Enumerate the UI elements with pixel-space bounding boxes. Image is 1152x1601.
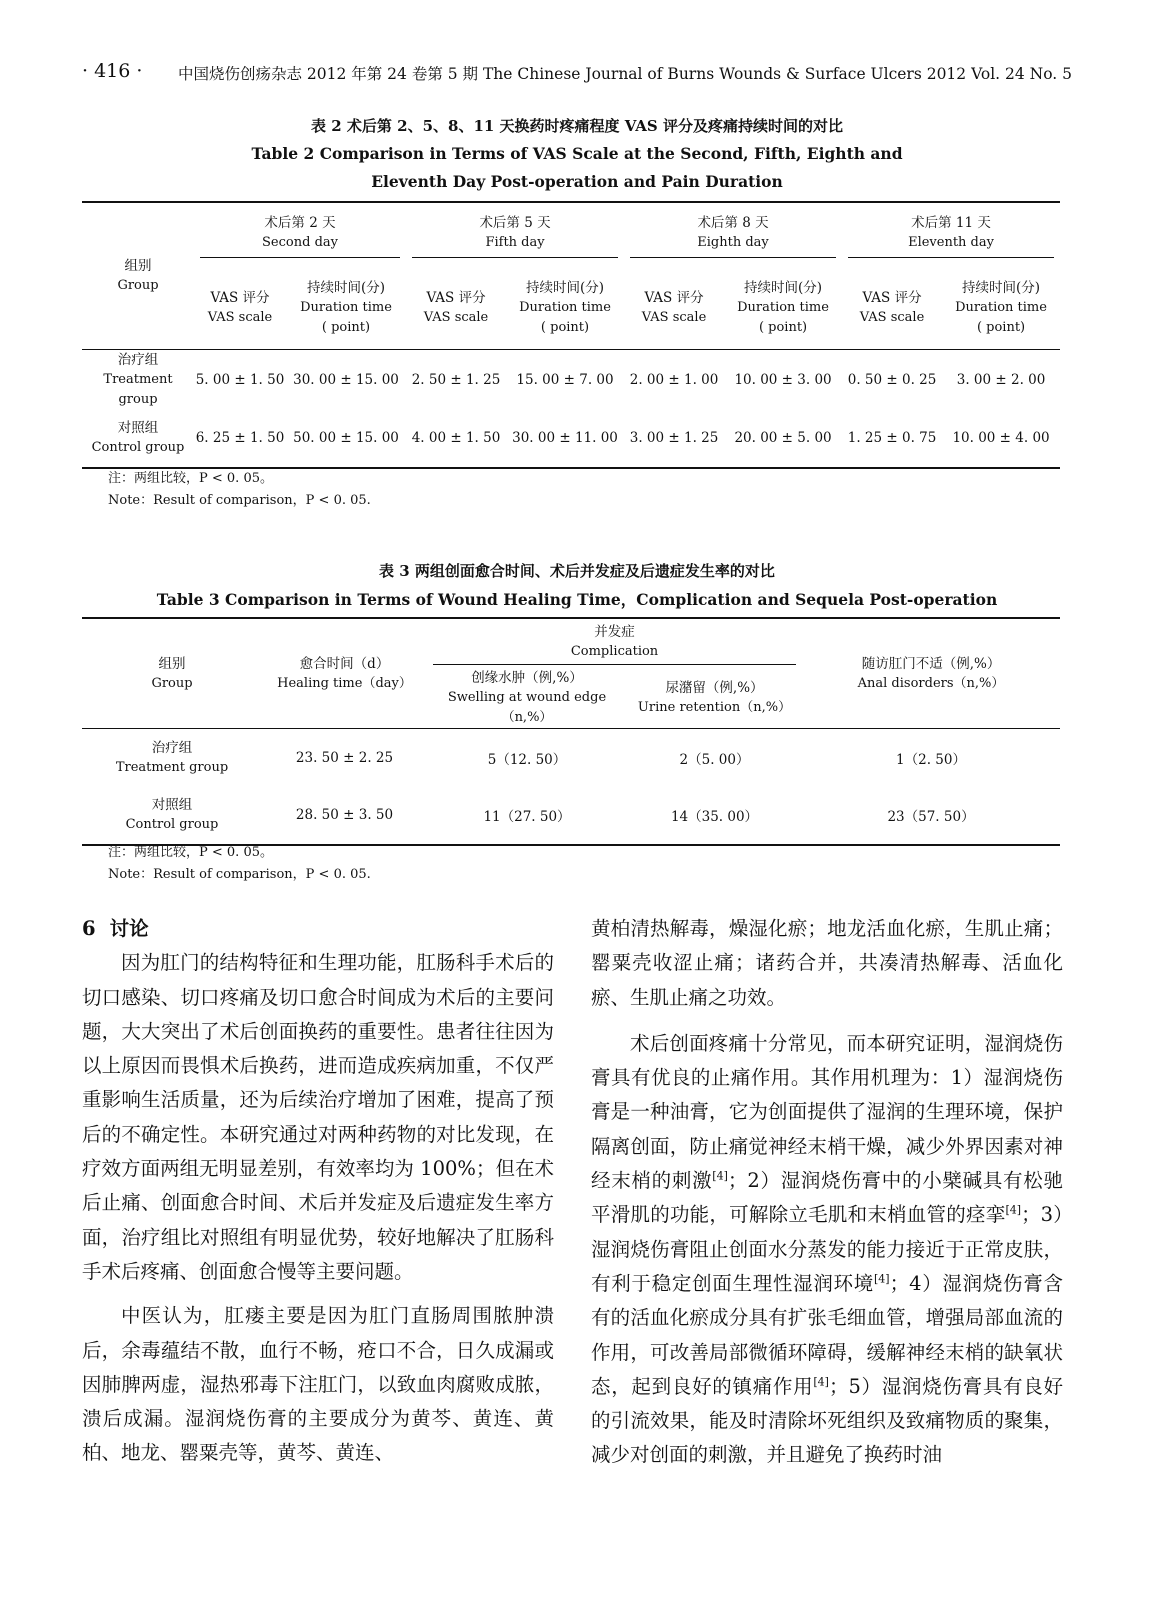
table2-day-header: 术后第 2 天 Second day	[194, 202, 406, 267]
table2-note-cn: 注：两组比较，P < 0. 05。	[108, 471, 273, 486]
table-cell: 5. 00 ± 1. 50	[195, 371, 285, 388]
table2-vas-header: VAS 评分 VAS scale	[423, 289, 489, 325]
table-row	[82, 787, 1060, 845]
table2-caption-cn: 表 2 术后第 2、5、8、11 天换药时疼痛程度 VAS 评分及疼痛持续时间的对比	[311, 117, 843, 135]
table3-anal-header: 随访肛门不适（例,%） Anal disorders（n,%）	[802, 618, 1060, 729]
table3	[82, 617, 1060, 846]
table-cell: 30. 00 ± 11. 00	[512, 430, 618, 446]
table-cell: 0. 50 ± 0. 25	[847, 371, 937, 388]
table2-vas-header: VAS 评分 VAS scale	[641, 289, 707, 325]
table3-complication-header: 并发症 Complication	[427, 618, 802, 668]
running-header	[82, 60, 1072, 86]
table2-duration-header: 持续时间(分) Duration time ( point)	[300, 279, 392, 335]
table3-healing-header: 愈合时间（d） Healing time（day）	[262, 618, 427, 729]
table2-day-header: 术后第 8 天 Eighth day	[624, 202, 842, 267]
paragraph: 因为肛门的结构特征和生理功能，肛肠科手术后的切口感染、切口疼痛及切口愈合时间成为术后的主要问题，大大突出了术后创面换药的重要性。患者往往因为以上原因而畏惧术后换药，进而造成疾病加重，不仅严重影响生活质量，还为后续治疗增加了困难，提高了预后的不确定性。本研究通过对两种药物的对比发现，在疗效方面两组无明显差别，有效率均为 100%；但在术后止痛、创面愈合时间、术后并发症及后遗症发生率方面，治疗组比对照组有明显优势，较好地解决了肛肠科手术后疼痛、创面愈合慢等主要问题。	[82, 951, 554, 1283]
table2	[82, 201, 1060, 469]
body-right-column	[591, 912, 1063, 1473]
citation: [4]	[813, 1375, 829, 1389]
table-cell: 20. 00 ± 5. 00	[734, 430, 832, 446]
table-cell: 14（35. 00）	[670, 809, 759, 825]
row-label: 治疗组 Treatment group	[115, 739, 229, 775]
table3-caption-en: Table 3 Comparison in Terms of Wound Healing Time，Complication and Sequela Post-operation	[156, 590, 998, 609]
table-cell: 10. 00 ± 3. 00	[734, 371, 832, 388]
paragraph: 中医认为，肛瘘主要是因为肛门直肠周围脓肿溃后，余毒蕴结不散，血行不畅，疮口不合，日久成漏或因肺脾两虚，湿热邪毒下注肛门，以致血肉腐败成脓，溃后成漏。湿润烧伤膏的主要成分为黄芩、黄连、黄柏、地龙、罂粟壳等，黄芩、黄连、	[82, 1304, 554, 1465]
table-cell: 2. 00 ± 1. 00	[629, 371, 719, 388]
table2-duration-header: 持续时间(分) Duration time ( point)	[955, 279, 1047, 335]
table-cell: 1（2. 50）	[896, 751, 966, 768]
table-cell: 23. 50 ± 2. 25	[295, 749, 394, 766]
paragraph: 黄柏清热解毒，燥湿化瘀；地龙活血化瘀，生肌止痛；罂粟壳收涩止痛；诸药合并，共凑清热解毒、活血化瘀、生肌止痛之功效。	[591, 917, 1063, 1009]
table2-caption-en-line1: Table 2 Comparison in Terms of VAS Scale at the Second, Fifth, Eighth and	[251, 144, 903, 163]
table2-duration-header: 持续时间(分) Duration time ( point)	[519, 279, 611, 335]
table-cell: 10. 00 ± 4. 00	[952, 430, 1050, 446]
table-row	[82, 729, 1060, 787]
page-number: · 416 ·	[82, 60, 143, 82]
table2-note-en: Note：Result of comparison，P < 0. 05.	[108, 493, 371, 508]
section-heading: 6 讨论	[82, 917, 149, 940]
table2-caption-en-line2: Eleventh Day Post-operation and Pain Duration	[371, 172, 783, 191]
citation: [4]	[712, 1169, 728, 1183]
table-cell: 2（5. 00）	[679, 751, 750, 768]
table-cell: 3. 00 ± 2. 00	[956, 371, 1046, 388]
table-row	[82, 349, 1060, 410]
citation: [4]	[1005, 1203, 1022, 1217]
table3-caption-cn: 表 3 两组创面愈合时间、术后并发症及后遗症发生率的对比	[379, 562, 775, 580]
table-cell: 23（57. 50）	[887, 809, 975, 825]
table-cell: 2. 50 ± 1. 25	[411, 371, 501, 388]
table2-vas-header: VAS 评分 VAS scale	[207, 289, 273, 325]
row-label: 对照组 Control group	[125, 797, 219, 832]
citation: [4]	[873, 1272, 890, 1286]
table-cell: 4. 00 ± 1. 50	[411, 430, 501, 446]
table2-day-header: 术后第 11 天 Eleventh day	[842, 202, 1060, 267]
table-cell: 30. 00 ± 15. 00	[293, 371, 399, 388]
table-cell: 28. 50 ± 3. 50	[295, 807, 394, 823]
table2-vas-header: VAS 评分 VAS scale	[859, 289, 925, 325]
paragraph: 术后创面疼痛十分常见，而本研究证明，湿润烧伤膏具有优良的止痛作用。其作用机理为：1）湿润烧伤膏是一种油膏，它为创面提供了湿润的生理环境，保护隔离创面，防止痛觉神经末梢干燥，减少外界因素对神经末梢的刺激[4]；2）湿润烧伤膏中的小檗碱具有松驰平滑肌的功能，可解除立毛肌和末梢血管的痉挛[4]；3）湿润烧伤膏阻止创面水分蒸发的能力接近于正常皮肤，有利于稳定创面生理性湿润环境[4]；4）湿润烧伤膏含有的活血化瘀成分具有扩张毛细血管，增强局部血流的作用，可改善局部微循环障碍，缓解神经末梢的缺氧状态，起到良好的镇痛作用[4]；5）湿润烧伤膏具有良好的引流效果，能及时清除坏死组织及致痛物质的聚集，减少对创面的刺激，并且避免了换药时油	[591, 1031, 1063, 1467]
table-cell: 11（27. 50）	[483, 809, 571, 825]
row-label: 治疗组 Treatment group	[103, 351, 173, 407]
table3-urine-header: 尿潴留（例,%） Urine retention（n,%）	[637, 680, 792, 715]
body-left-column	[82, 912, 554, 1471]
table-cell: 6. 25 ± 1. 50	[195, 430, 285, 446]
table2-day-header: 术后第 5 天 Fifth day	[406, 202, 624, 267]
table3-swelling-header: 创缘水肿（例,%） Swelling at wound edge（n,%）	[447, 670, 607, 725]
table-cell: 5（12. 50）	[487, 751, 567, 768]
table-cell: 50. 00 ± 15. 00	[293, 430, 399, 446]
table3-note-en: Note：Result of comparison，P < 0. 05.	[108, 867, 371, 882]
table2-group-header: 组别 Group	[82, 202, 194, 349]
row-label: 对照组 Control group	[91, 420, 185, 455]
table-cell: 1. 25 ± 0. 75	[847, 430, 937, 446]
table-row	[82, 410, 1060, 468]
table-cell: 15. 00 ± 7. 00	[516, 371, 614, 388]
table-cell: 3. 00 ± 1. 25	[629, 430, 719, 446]
table3-note-cn: 注：两组比较，P < 0. 05。	[108, 845, 273, 860]
table2-duration-header: 持续时间(分) Duration time ( point)	[737, 279, 829, 335]
table3-group-header: 组别 Group	[82, 618, 262, 729]
journal-title: 中国烧伤创疡杂志 2012 年第 24 卷第 5 期 The Chinese Journal of Burns Wounds & Surface Ulcers 2012 Vol. 24 No. 5	[177, 65, 1072, 83]
